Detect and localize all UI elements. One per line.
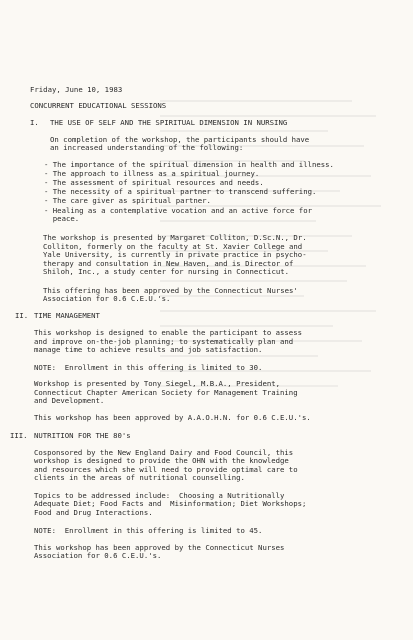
section-1-bullet: - The approach to illness as a spiritual journey.: [44, 169, 260, 178]
section-1-bullet-continued: peace.: [44, 214, 80, 223]
section-3-intro-line: workshop is designed to provide the OHN with the knowledge: [34, 456, 289, 465]
section-3-topics-line: Adequate Diet; Food Facts and Misinformation; Diet Workshops;: [34, 499, 307, 508]
section-1-title: THE USE OF SELF AND THE SPIRITUAL DIMENSION IN NURSING: [50, 118, 288, 127]
section-3-title: NUTRITION FOR THE 80's: [34, 431, 131, 440]
section-2-intro-line: This workshop is designed to enable the participant to assess: [34, 328, 302, 337]
section-3-numeral: III.: [10, 431, 28, 440]
section-2-presenter-line: and Development.: [34, 396, 105, 405]
section-1-bullet: - The assessment of spiritual resources and needs.: [44, 178, 264, 187]
section-1-presenter-line: Colliton, formerly on the faculty at St. Xavier College and: [43, 242, 303, 251]
section-2-presenter-line: Workshop is presented by Tony Siegel, M.B.A., President,: [34, 379, 281, 388]
section-3-approval-line: This workshop has been approved by the Connecticut Nurses: [34, 543, 285, 552]
section-2-intro-line: manage time to achieve results and job satisfaction.: [34, 345, 263, 354]
section-1-presenter-line: Yale University, is currently in private practice in psycho-: [43, 250, 307, 259]
page-heading: CONCURRENT EDUCATIONAL SESSIONS: [30, 101, 167, 110]
section-2-intro-line: and improve on-the-job planning; to systematically plan and: [34, 337, 294, 346]
section-1-bullet: - The importance of the spiritual dimension in health and illness.: [44, 160, 334, 169]
section-1-approval-line: Association for 0.6 C.E.U.'s.: [43, 294, 171, 303]
section-1-presenter-line: Shiloh, Inc., a study center for nursing in Connecticut.: [43, 267, 290, 276]
section-2-presenter-line: Connecticut Chapter American Society for Management Training: [34, 388, 298, 397]
section-2-title: TIME MANAGEMENT: [34, 311, 100, 320]
section-1-numeral: I.: [30, 118, 39, 127]
section-1-intro-line: an increased understanding of the following:: [50, 143, 244, 152]
section-3-intro-line: Cosponsored by the New England Dairy and Food Council, this: [34, 448, 294, 457]
section-3-topics-line: Topics to be addressed include: Choosing a Nutritionally: [34, 491, 285, 500]
section-1-bullet: - Healing as a contemplative vocation and an active force for: [44, 206, 312, 215]
section-1-bullet: - The care giver as spiritual partner.: [44, 196, 211, 205]
section-1-presenter-line: therapy and consultation in New Haven, and is Director of: [43, 259, 294, 268]
section-3-intro-line: and resources which she will need to provide optimal care to: [34, 465, 298, 474]
section-1-presenter-line: The workshop is presented by Margaret Colliton, D.Sc.N., Dr.: [43, 233, 307, 242]
section-3-topics-line: Food and Drug Interactions.: [34, 508, 153, 517]
section-1-approval-line: This offering has been approved by the Connecticut Nurses': [43, 286, 298, 295]
date-line: Friday, June 10, 1983: [30, 85, 123, 94]
section-2-numeral: II.: [15, 311, 29, 320]
section-2-note: NOTE: Enrollment in this offering is limited to 30.: [34, 363, 263, 372]
section-3-intro-line: clients in the areas of nutritional counselling.: [34, 473, 245, 482]
section-2-approval: This workshop has been approved by A.A.O.H.N. for 0.6 C.E.U.'s.: [34, 413, 311, 422]
section-3-approval-line: Association for 0.6 C.E.U.'s.: [34, 551, 162, 560]
section-3-note: NOTE: Enrollment in this offering is limited to 45.: [34, 526, 263, 535]
section-1-bullet: - The necessity of a spiritual partner to transcend suffering.: [44, 187, 317, 196]
section-1-intro-line: On completion of the workshop, the participants should have: [50, 135, 310, 144]
